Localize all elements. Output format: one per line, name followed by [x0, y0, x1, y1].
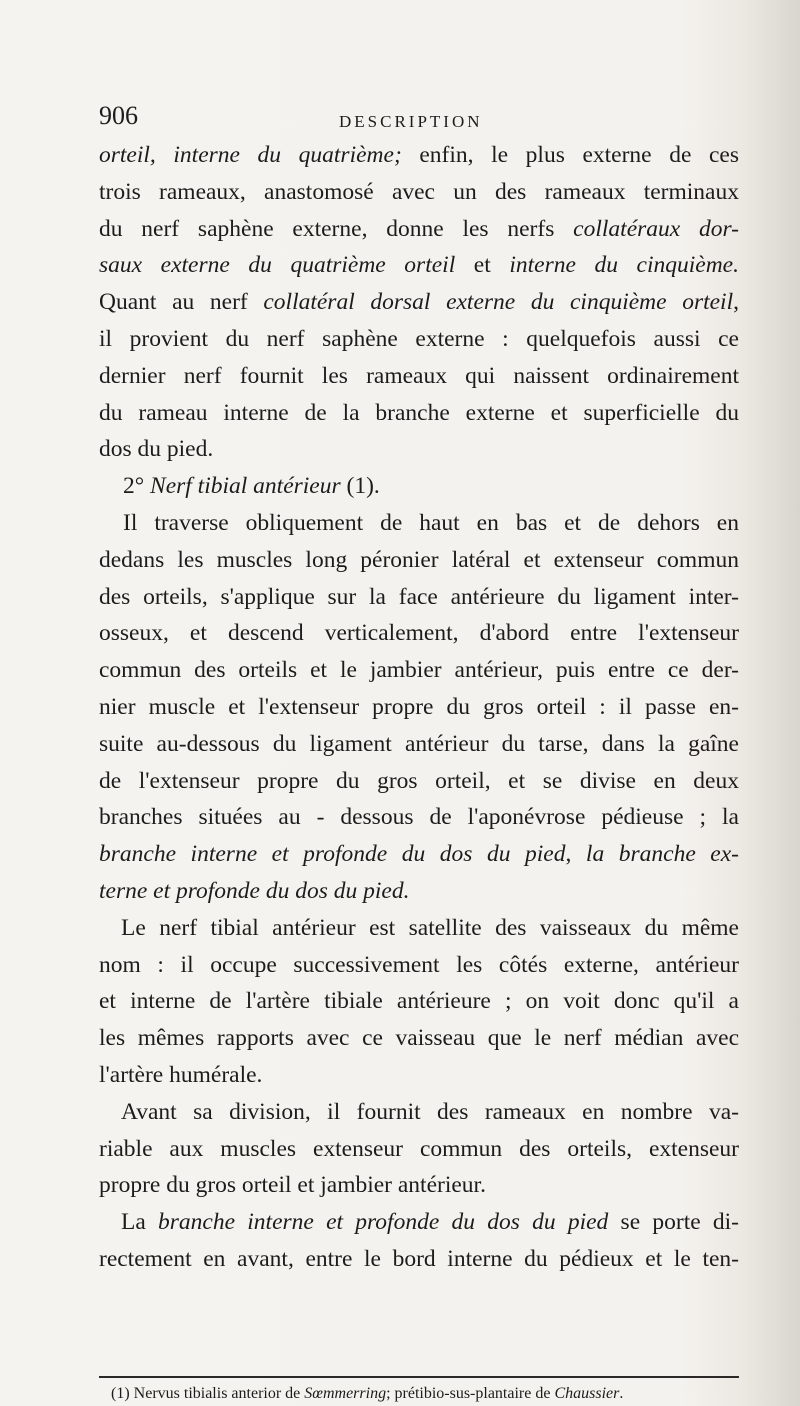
text-line: Le nerf tibial antérieur est satellite des vaisseaux du même — [121, 914, 739, 941]
text-line: Il traverse obliquement de haut en bas et de dehors en — [123, 509, 739, 536]
text-line: branches situées au - dessous de l'aponévrose pédieuse ; la — [99, 804, 739, 831]
text-line: il provient du nerf saphène externe : quelquefois aussi ce — [99, 325, 739, 352]
text-line — [99, 873, 739, 910]
text-line: dernier nerf fournit les rameaux qui naissent ordinairement — [99, 362, 739, 389]
text-line: l'artère humérale. — [99, 1061, 263, 1088]
text-run: enfin, le plus externe de ces — [401, 142, 739, 168]
text-line — [99, 247, 739, 284]
text-line: de l'extenseur propre du gros orteil, et se divise en deux — [99, 767, 739, 794]
text-line: nom : il occupe successivement les côtés externe, antérieur — [99, 951, 739, 978]
text-line — [99, 284, 739, 321]
text-line — [99, 836, 739, 873]
text-line: Avant sa division, il fournit des rameaux en nombre va- — [121, 1098, 739, 1125]
footnote-marker: (1) — [111, 1385, 134, 1402]
section-heading — [99, 468, 739, 505]
footnote-rule — [99, 1376, 739, 1378]
text-line: les mêmes rapports avec ce vaisseau que le nerf médian avec — [99, 1025, 739, 1052]
text-line: propre du gros orteil et jambier antérieur. — [99, 1172, 486, 1199]
italic-term: saux externe du quatrième orteil — [99, 252, 456, 279]
italic-term: Chaussier — [554, 1385, 620, 1402]
italic-term: orteil, — [99, 142, 156, 168]
italic-term: la branche ex- — [585, 841, 739, 868]
text-line: et interne de l'artère tibiale antérieure ; on voit donc qu'il a — [99, 988, 739, 1015]
text-line: du rameau interne de la branche externe et superficielle du — [99, 399, 739, 426]
text-run: se porte di- — [608, 1209, 739, 1236]
italic-term: branche interne et profonde du dos du pied — [99, 841, 566, 868]
text-line: osseux, et descend verticalement, d'abord entre l'extenseur — [99, 620, 739, 647]
page-header — [99, 101, 719, 137]
text-run: et — [455, 252, 510, 279]
text-run: La — [121, 1209, 159, 1236]
italic-term: interne du cinquième. — [509, 252, 739, 279]
text-run: . — [619, 1385, 624, 1402]
text-run: , — [565, 841, 586, 868]
italic-term: collatéral dorsal externe du cinquième orteil — [263, 289, 734, 316]
italic-term: collatéraux dor- — [573, 215, 739, 242]
text-line — [99, 1204, 739, 1241]
text-run: du nerf saphène externe, donne les nerfs — [99, 215, 574, 242]
body-text — [99, 137, 739, 1278]
text-line: dos du pied. — [99, 436, 214, 463]
italic-term: branche interne et profonde du dos du pied — [158, 1209, 609, 1236]
text-line: riable aux muscles extenseur commun des orteils, extenseur — [99, 1135, 739, 1162]
text-line: des orteils, s'applique sur la face antérieure du ligament inter- — [99, 583, 739, 610]
running-title: DESCRIPTION — [339, 112, 483, 131]
text-line: trois rameaux, anastomosé avec un des rameaux terminaux — [99, 178, 739, 205]
text-line: dedans les muscles long péronier latéral et extenseur commun — [99, 546, 739, 573]
italic-term: terne et profonde du dos du pied. — [99, 877, 410, 904]
text-run: Nervus tibialis anterior de — [133, 1385, 305, 1402]
text-run: Quant au nerf — [99, 289, 264, 316]
page-number: 906 — [99, 101, 138, 130]
italic-term: Sœmmerring — [304, 1385, 387, 1402]
text-line: rectement en avant, entre le bord interne du pédieux et le ten- — [99, 1245, 739, 1272]
text-run: , — [733, 289, 739, 316]
text-line: nier muscle et l'extenseur propre du gros orteil : il passe en- — [99, 693, 739, 720]
footnote — [111, 1385, 741, 1403]
text-run: 2° — [123, 473, 151, 500]
text-line: suite au-dessous du ligament antérieur du tarse, dans la gaîne — [99, 730, 739, 757]
text-line — [99, 137, 739, 174]
italic-term: Nerf tibial antérieur — [150, 473, 341, 500]
text-line: commun des orteils et le jambier antérieur, puis entre ce der- — [99, 657, 739, 684]
text-run: ; prétibio-sus-plantaire de — [386, 1385, 555, 1402]
text-line — [99, 211, 739, 248]
italic-term: interne du quatrième; — [155, 142, 402, 168]
text-run: (1). — [340, 473, 380, 500]
